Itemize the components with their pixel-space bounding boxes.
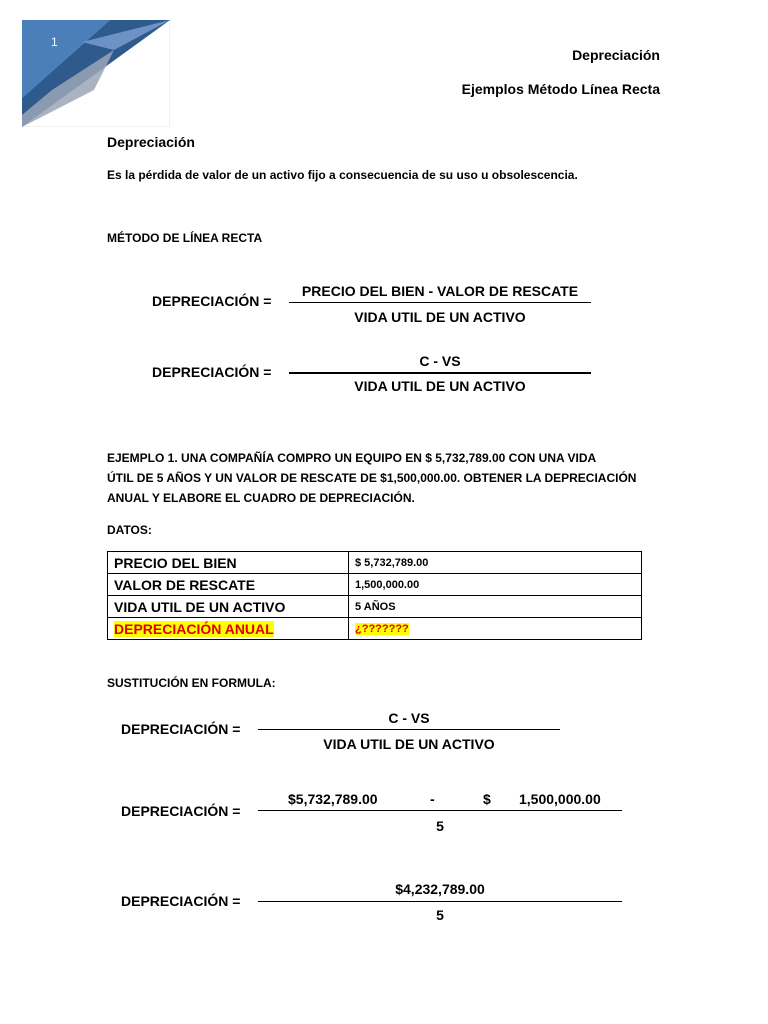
sub-formula3-label: DEPRECIACIÓN =	[121, 893, 241, 909]
depreciacion-anual-label: DEPRECIACIÓN ANUAL	[114, 620, 274, 637]
method-heading: MÉTODO DE LÍNEA RECTA	[107, 231, 263, 245]
datos-label: DATOS:	[107, 523, 152, 537]
header-subtitle: Ejemplos Método Línea Recta	[461, 81, 660, 97]
datos-table	[107, 551, 642, 640]
row-value-rescate: 1,500,000.00	[349, 574, 642, 596]
sub-formula1-denominator: VIDA UTIL DE UN ACTIVO	[323, 736, 495, 752]
formula2-denominator: VIDA UTIL DE UN ACTIVO	[354, 378, 526, 394]
row-label-vida-util: VIDA UTIL DE UN ACTIVO	[108, 596, 349, 618]
table-row	[108, 552, 642, 574]
sub-formula2-rescue: 1,500,000.00	[519, 791, 601, 807]
intro-heading: Depreciación	[107, 134, 195, 150]
page-number: 1	[51, 35, 58, 49]
sub-formula3-numerator: $4,232,789.00	[395, 881, 485, 897]
row-value-precio: $ 5,732,789.00	[349, 552, 642, 574]
example-line-2: ÚTIL DE 5 AÑOS Y UN VALOR DE RESCATE DE $1,500,000.00. OBTENER LA DEPRECIACIÓN	[107, 471, 637, 485]
sub-formula2-dollar: $	[483, 791, 491, 807]
table-row	[108, 574, 642, 596]
sub-formula2-minus: -	[430, 791, 435, 807]
formula2-fraction-line	[289, 372, 591, 374]
sub-formula1-label: DEPRECIACIÓN =	[121, 721, 241, 737]
formula1-numerator: PRECIO DEL BIEN - VALOR DE RESCATE	[301, 283, 579, 299]
sub-formula3-denominator: 5	[436, 907, 444, 923]
table-row	[108, 618, 642, 640]
row-label-precio: PRECIO DEL BIEN	[108, 552, 349, 574]
row-value-vida-util: 5 AÑOS	[349, 596, 642, 618]
sub-formula2-denominator: 5	[436, 818, 444, 834]
sub-formula3-fraction-line	[258, 901, 622, 902]
formula2-numerator: C - VS	[419, 353, 461, 369]
sub-formula2-label: DEPRECIACIÓN =	[121, 803, 241, 819]
row-label-rescate: VALOR DE RESCATE	[108, 574, 349, 596]
formula1-denominator: VIDA UTIL DE UN ACTIVO	[354, 309, 526, 325]
row-label-depreciacion	[108, 618, 349, 640]
sub-formula1-numerator: C - VS	[388, 710, 430, 726]
example-line-3: ANUAL Y ELABORE EL CUADRO DE DEPRECIACIÓN.	[107, 491, 415, 505]
formula2-label: DEPRECIACIÓN =	[152, 364, 272, 380]
substitution-heading: SUSTITUCIÓN EN FORMULA:	[107, 676, 276, 690]
header-title: Depreciación	[572, 47, 660, 63]
intro-definition: Es la pérdida de valor de un activo fijo a consecuencia de su uso u obsolescencia.	[107, 168, 578, 182]
sub-formula1-fraction-line	[258, 729, 560, 730]
table-row	[108, 596, 642, 618]
example-line-1: EJEMPLO 1. UNA COMPAÑÍA COMPRO UN EQUIPO EN $ 5,732,789.00 CON UNA VIDA	[107, 451, 597, 465]
corner-decoration	[22, 20, 170, 127]
formula1-fraction-line	[289, 302, 591, 303]
sub-formula2-fraction-line	[258, 810, 622, 811]
depreciacion-anual-value: ¿???????	[355, 622, 409, 635]
row-value-depreciacion	[349, 618, 642, 640]
formula1-label: DEPRECIACIÓN =	[152, 293, 272, 309]
sub-formula2-price: $5,732,789.00	[288, 791, 378, 807]
